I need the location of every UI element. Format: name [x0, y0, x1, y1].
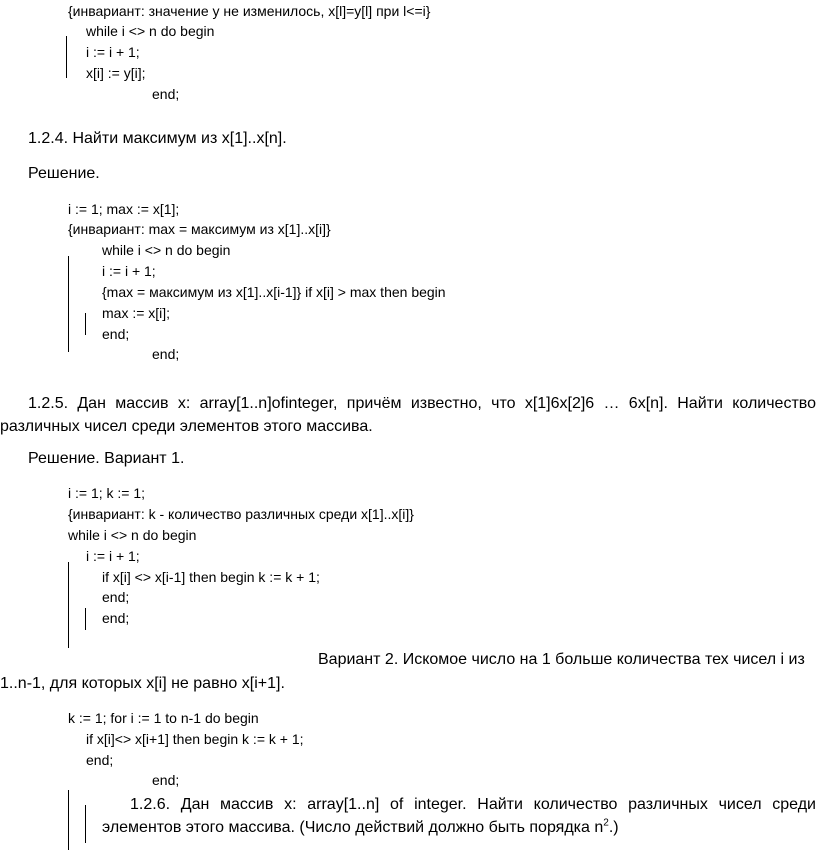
variant-text: Вариант 2. Искомое число на 1 больше количества тех чисел i из [318, 651, 805, 668]
code-line: {max = максимум из x[1]..x[i-1]} if x[i] > max then begin [102, 284, 446, 300]
solution-label: Решение. Вариант 1. [28, 450, 185, 467]
code-line: end; [102, 326, 130, 342]
code-line: x[i] := y[i]; [86, 65, 146, 81]
code-line: {инвариант: значение y не изменилось, x[l]=y[l] при l<=i} [68, 3, 431, 19]
code-line: end; [152, 346, 180, 362]
code-line: end; [102, 589, 130, 605]
problem-text: 1.2.5. Дан массив x: array[1..n]ofinteger, причём известно, что x[1]6x[2]6 … 6x[n]. Найти количество [28, 395, 816, 412]
solution-label: Решение. [28, 165, 100, 182]
problem-text: 1.2.6. Дан массив x: array[1..n] of integer. Найти количество различных чисел среди [130, 796, 816, 813]
code-line: i := i + 1; [86, 548, 140, 564]
block-bar [85, 313, 86, 335]
code-line: end; [152, 772, 180, 788]
code-line: i := 1; k := 1; [68, 485, 146, 501]
code-line: while i <> n do begin [102, 242, 231, 258]
block-bar [68, 562, 69, 648]
code-line: k := 1; for i := 1 to n-1 do begin [68, 710, 259, 726]
block-bar [68, 790, 69, 850]
problem-text: различных чисел среди элементов этого массива. [0, 418, 373, 435]
code-line: if x[i] <> x[i-1] then begin k := k + 1; [102, 569, 320, 585]
code-line: while i <> n do begin [68, 527, 197, 543]
code-line: end; [86, 752, 114, 768]
block-bar [85, 608, 86, 630]
code-line: i := 1; max := x[1]; [68, 201, 180, 217]
code-line: {инвариант: max = максимум из x[1]..x[i]} [68, 221, 331, 237]
block-bar [68, 256, 69, 352]
block-bar [85, 805, 86, 843]
code-line: end; [102, 610, 130, 626]
problem-title: 1.2.4. Найти максимум из x[1]..x[n]. [28, 130, 287, 147]
code-line: max := x[i]; [102, 305, 171, 321]
code-line: if x[i]<> x[i+1] then begin k := k + 1; [86, 731, 304, 747]
block-bar [66, 36, 67, 78]
problem-text: элементов этого массива. (Число действий должно быть порядка $n^2$.) [102, 817, 619, 836]
code-line: end; [152, 86, 180, 102]
code-line: {инвариант: k - количество различных среди x[1]..x[i]} [68, 506, 414, 522]
code-line: while i <> n do begin [86, 23, 215, 39]
code-line: i := i + 1; [86, 44, 140, 60]
code-line: i := i + 1; [102, 263, 156, 279]
variant-text: 1..n-1, для которых x[i] не равно x[i+1]. [0, 675, 285, 692]
